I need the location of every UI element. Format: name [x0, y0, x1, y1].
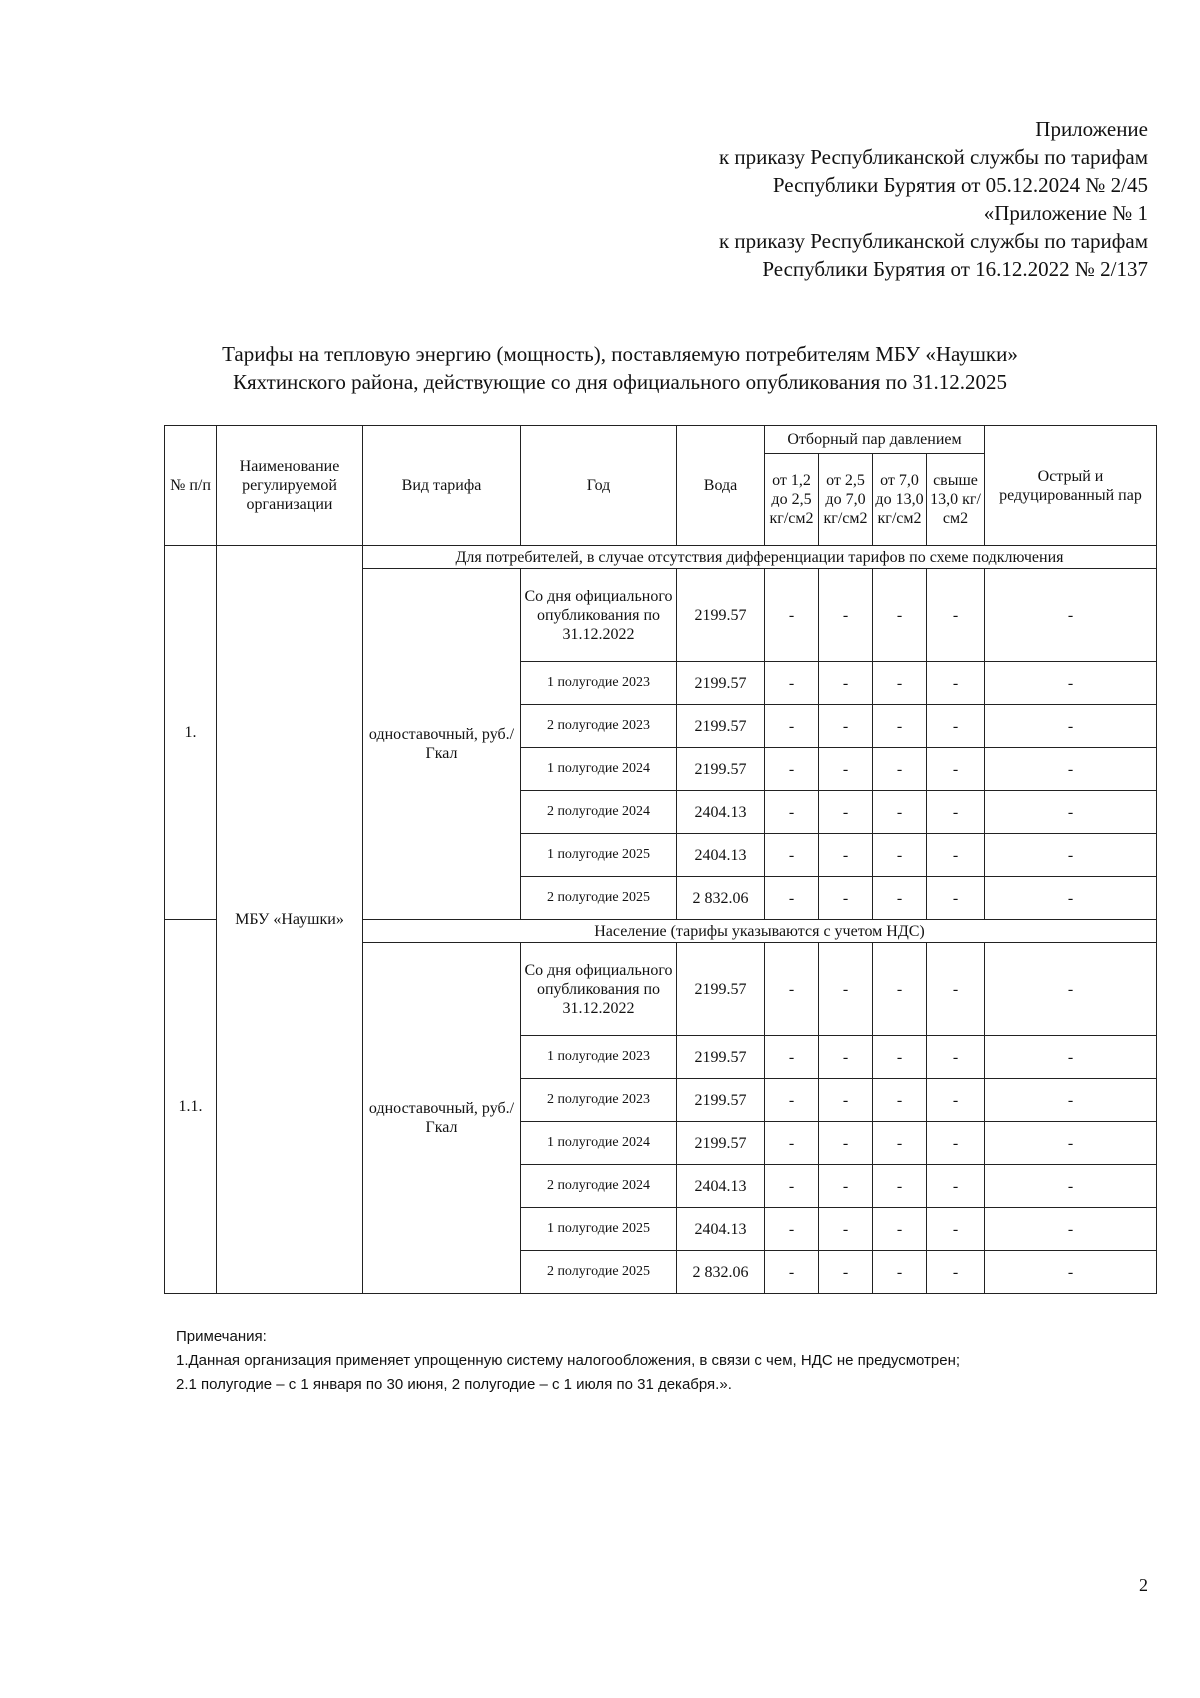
steam-4-cell: - — [927, 877, 985, 920]
note-item: 2.1 полугодие – с 1 января по 30 июня, 2 полугодие – с 1 июля по 31 декабря.». — [176, 1376, 732, 1393]
period-cell: 2 полугодие 2024 — [521, 1165, 677, 1208]
header-steam-3: от 7,0 до 13,0 кг/см2 — [873, 454, 927, 546]
steam-3-cell: - — [873, 791, 927, 834]
section-num: 1. — [165, 546, 217, 920]
steam-3-cell: - — [873, 1208, 927, 1251]
steam-2-cell: - — [819, 877, 873, 920]
steam-2-cell: - — [819, 662, 873, 705]
steam-4-cell: - — [927, 943, 985, 1036]
document-title — [160, 340, 1080, 396]
header-org: Наименование регулируемой организации — [217, 426, 363, 546]
notes — [176, 1325, 1156, 1397]
period-cell: 1 полугодие 2025 — [521, 834, 677, 877]
steam-2-cell: - — [819, 791, 873, 834]
steam-1-cell: - — [765, 1036, 819, 1079]
title-line-1: Тарифы на тепловую энергию (мощность), поставляемую потребителям МБУ «Наушки» — [222, 342, 1018, 366]
notes-heading: Примечания: — [176, 1328, 267, 1345]
tariff-type: одноставочный, руб./Гкал — [363, 569, 521, 920]
header-line: Приложение — [1035, 117, 1148, 141]
acute-cell: - — [985, 943, 1157, 1036]
steam-1-cell: - — [765, 662, 819, 705]
tariff-type: одноставочный, руб./Гкал — [363, 943, 521, 1294]
acute-cell: - — [985, 705, 1157, 748]
steam-3-cell: - — [873, 1122, 927, 1165]
steam-3-cell: - — [873, 569, 927, 662]
water-cell: 2199.57 — [677, 943, 765, 1036]
acute-cell: - — [985, 1079, 1157, 1122]
period-cell: Со дня официального опубликования по 31.12.2022 — [521, 569, 677, 662]
acute-cell: - — [985, 834, 1157, 877]
acute-cell: - — [985, 1122, 1157, 1165]
steam-3-cell: - — [873, 705, 927, 748]
steam-2-cell: - — [819, 1165, 873, 1208]
steam-4-cell: - — [927, 662, 985, 705]
water-cell: 2404.13 — [677, 791, 765, 834]
steam-1-cell: - — [765, 834, 819, 877]
steam-1-cell: - — [765, 943, 819, 1036]
steam-4-cell: - — [927, 1122, 985, 1165]
period-cell: 2 полугодие 2024 — [521, 791, 677, 834]
acute-cell: - — [985, 662, 1157, 705]
steam-2-cell: - — [819, 943, 873, 1036]
period-cell: 1 полугодие 2024 — [521, 748, 677, 791]
steam-1-cell: - — [765, 791, 819, 834]
steam-2-cell: - — [819, 748, 873, 791]
header-steam-group: Отборный пар давлением — [765, 426, 985, 454]
water-cell: 2199.57 — [677, 662, 765, 705]
page-number: 2 — [1139, 1575, 1148, 1595]
header-line: «Приложение № 1 — [983, 201, 1148, 225]
note-item: 1.Данная организация применяет упрощенную систему налогообложения, в связи с чем, НДС не предусмотрен; — [176, 1352, 961, 1369]
steam-4-cell: - — [927, 705, 985, 748]
steam-1-cell: - — [765, 748, 819, 791]
acute-cell: - — [985, 1208, 1157, 1251]
steam-1-cell: - — [765, 1122, 819, 1165]
steam-1-cell: - — [765, 877, 819, 920]
period-cell: 2 полугодие 2025 — [521, 877, 677, 920]
water-cell: 2199.57 — [677, 748, 765, 791]
steam-4-cell: - — [927, 1251, 985, 1294]
steam-1-cell: - — [765, 1208, 819, 1251]
steam-1-cell: - — [765, 705, 819, 748]
header-num: № п/п — [165, 426, 217, 546]
header-steam-2: от 2,5 до 7,0 кг/см2 — [819, 454, 873, 546]
steam-2-cell: - — [819, 1036, 873, 1079]
section-num: 1.1. — [165, 920, 217, 1294]
acute-cell: - — [985, 1251, 1157, 1294]
steam-2-cell: - — [819, 569, 873, 662]
water-cell: 2199.57 — [677, 569, 765, 662]
steam-3-cell: - — [873, 1079, 927, 1122]
steam-1-cell: - — [765, 569, 819, 662]
acute-cell: - — [985, 1036, 1157, 1079]
section-title: Для потребителей, в случае отсутствия дифференциации тарифов по схеме подключения — [363, 546, 1157, 569]
steam-3-cell: - — [873, 1251, 927, 1294]
header-line: Республики Бурятия от 16.12.2022 № 2/137 — [762, 257, 1148, 281]
steam-3-cell: - — [873, 943, 927, 1036]
header-steam-4: свыше 13,0 кг/см2 — [927, 454, 985, 546]
period-cell: 1 полугодие 2023 — [521, 1036, 677, 1079]
water-cell: 2199.57 — [677, 1122, 765, 1165]
water-cell: 2 832.06 — [677, 877, 765, 920]
steam-4-cell: - — [927, 1208, 985, 1251]
steam-2-cell: - — [819, 1079, 873, 1122]
steam-3-cell: - — [873, 748, 927, 791]
org-name: МБУ «Наушки» — [217, 546, 363, 1294]
header-tariff-type: Вид тарифа — [363, 426, 521, 546]
steam-2-cell: - — [819, 834, 873, 877]
steam-4-cell: - — [927, 1079, 985, 1122]
water-cell: 2199.57 — [677, 1079, 765, 1122]
tariff-table — [164, 425, 1157, 1294]
period-cell: 2 полугодие 2023 — [521, 1079, 677, 1122]
steam-4-cell: - — [927, 569, 985, 662]
title-line-2: Кяхтинского района, действующие со дня официального опубликования по 31.12.2025 — [233, 370, 1007, 394]
period-cell: 1 полугодие 2023 — [521, 662, 677, 705]
steam-1-cell: - — [765, 1251, 819, 1294]
header-line: к приказу Республиканской службы по тарифам — [718, 229, 1148, 253]
steam-3-cell: - — [873, 1036, 927, 1079]
water-cell: 2404.13 — [677, 1208, 765, 1251]
header-year: Год — [521, 426, 677, 546]
steam-4-cell: - — [927, 1165, 985, 1208]
steam-3-cell: - — [873, 834, 927, 877]
acute-cell: - — [985, 1165, 1157, 1208]
steam-2-cell: - — [819, 1251, 873, 1294]
acute-cell: - — [985, 791, 1157, 834]
acute-cell: - — [985, 877, 1157, 920]
header-line: к приказу Республиканской службы по тарифам — [718, 145, 1148, 169]
steam-1-cell: - — [765, 1165, 819, 1208]
steam-2-cell: - — [819, 705, 873, 748]
steam-1-cell: - — [765, 1079, 819, 1122]
steam-3-cell: - — [873, 662, 927, 705]
water-cell: 2199.57 — [677, 1036, 765, 1079]
header-acute-steam: Острый и редуцированный пар — [985, 426, 1157, 546]
water-cell: 2 832.06 — [677, 1251, 765, 1294]
acute-cell: - — [985, 569, 1157, 662]
header-water: Вода — [677, 426, 765, 546]
water-cell: 2404.13 — [677, 834, 765, 877]
steam-4-cell: - — [927, 834, 985, 877]
acute-cell: - — [985, 748, 1157, 791]
steam-3-cell: - — [873, 877, 927, 920]
period-cell: 1 полугодие 2025 — [521, 1208, 677, 1251]
header-steam-1: от 1,2 до 2,5 кг/см2 — [765, 454, 819, 546]
steam-4-cell: - — [927, 1036, 985, 1079]
period-cell: 1 полугодие 2024 — [521, 1122, 677, 1165]
steam-2-cell: - — [819, 1122, 873, 1165]
period-cell: 2 полугодие 2023 — [521, 705, 677, 748]
water-cell: 2404.13 — [677, 1165, 765, 1208]
period-cell: 2 полугодие 2025 — [521, 1251, 677, 1294]
steam-3-cell: - — [873, 1165, 927, 1208]
water-cell: 2199.57 — [677, 705, 765, 748]
section-title: Население (тарифы указываются с учетом НДС) — [363, 920, 1157, 943]
period-cell: Со дня официального опубликования по 31.12.2022 — [521, 943, 677, 1036]
steam-2-cell: - — [819, 1208, 873, 1251]
header-line: Республики Бурятия от 05.12.2024 № 2/45 — [772, 173, 1148, 197]
document-header — [719, 115, 1148, 283]
steam-4-cell: - — [927, 791, 985, 834]
steam-4-cell: - — [927, 748, 985, 791]
